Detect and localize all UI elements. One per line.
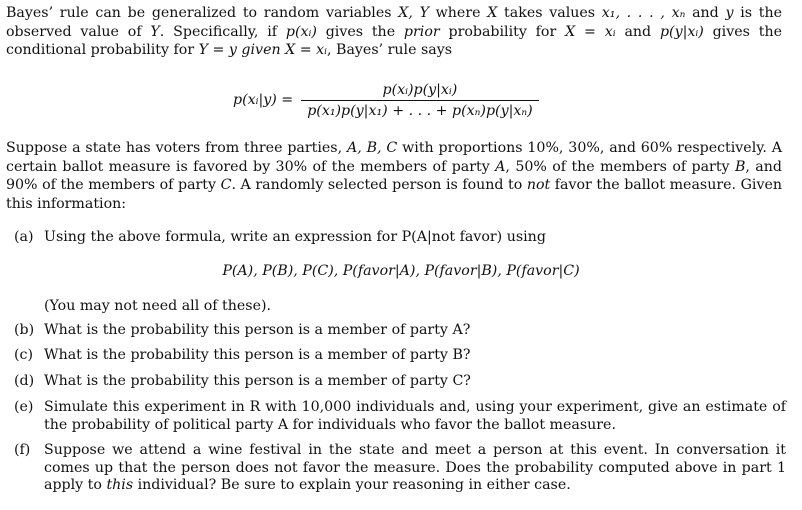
intro-text: and [615, 23, 660, 40]
math-vars: X, Y [398, 5, 429, 21]
item-label: (c) [14, 347, 34, 363]
math-party: C [220, 177, 232, 193]
math-eq: Y = y [198, 42, 237, 58]
intro-paragraph [6, 4, 782, 60]
formula-lhs: p(xᵢ|y) = [233, 92, 294, 108]
item-text: Simulate this experiment in R with 10,000 individuals and, using your experiment, give an estimate of the probability of political party A for individuals who favor the ballot measure. [44, 399, 786, 433]
intro-text: Bayes’ rule can be generalized to random variables [6, 5, 399, 21]
math-y: y [725, 5, 734, 21]
intro-text: probability for [439, 23, 566, 40]
scenario-text: , 50% of the members of party [505, 158, 735, 175]
scenario-text: with proportions 10%, 30%, and 60% respectively. A certain ballot measure is favored by 30% of the members of party [6, 140, 782, 175]
item-text: What is the probability this person is a member of party B? [44, 347, 471, 363]
math-x: X [487, 5, 498, 21]
scenario-text: Suppose a state has voters from three parties, [6, 140, 347, 156]
intro-text: gives the [316, 23, 404, 40]
math-prior: p(xᵢ) [285, 23, 317, 40]
intro-text: . Specifically, if [159, 23, 286, 40]
intro-text: takes values [497, 5, 602, 21]
scenario-paragraph [6, 139, 782, 213]
item-label: (d) [14, 373, 35, 389]
list-item [14, 373, 786, 391]
math-conditional: p(y|xᵢ) [659, 23, 704, 40]
formula-numerator: p(xᵢ)p(y|xᵢ) [382, 81, 458, 98]
item-note [44, 298, 784, 316]
scenario-text: favor the ballot measure. Given this information: [6, 177, 782, 212]
math-eq: X = xᵢ [565, 23, 616, 40]
math-party: B [734, 158, 746, 175]
item-text: What is the probability this person is a member of party A? [44, 322, 471, 338]
given-emphasis: given [236, 42, 286, 58]
list-item [14, 229, 786, 247]
item-label: (a) [14, 229, 34, 245]
this-emphasis: this [106, 477, 134, 493]
math-Y: Y [150, 23, 160, 40]
item-text [44, 442, 786, 495]
item-text-part: individual? Be sure to explain your reasoning in either case. [133, 477, 571, 493]
math-eq: X = xᵢ [285, 42, 327, 58]
intro-text: gives the conditional probability for [6, 23, 782, 58]
intro-text: where [428, 5, 488, 21]
item-label: (b) [14, 322, 35, 338]
math-party: A [495, 158, 506, 175]
item-text: What is the probability this person is a member of party C? [44, 373, 471, 389]
intro-text: and [685, 5, 726, 21]
formula-denominator: p(x₁)p(y|x₁) + . . . + p(xₙ)p(y|xₙ) [307, 102, 533, 119]
prior-emphasis: prior [403, 23, 440, 40]
intro-text: is the observed value of [6, 5, 782, 40]
intro-text: , Bayes’ rule says [327, 42, 453, 58]
item-label: (e) [14, 399, 34, 415]
list-item [14, 442, 786, 495]
item-label: (f) [14, 442, 31, 458]
item-text-part: Suppose we attend a wine festival in the state and meet a person at this event. In conversation it comes up that the person does not favor the measure. Does the probability computed above in part 1 apply to [44, 442, 786, 493]
math-parties: A, B, C [346, 140, 398, 156]
item-text: Using the above formula, write an expression for P(A|not favor) using [44, 229, 546, 245]
probability-list-expr: P(A), P(B), P(C), P(favor|A), P(favor|B), P(favor|C) [222, 263, 580, 279]
formula-fraction [301, 82, 538, 119]
not-emphasis: not [526, 177, 551, 193]
list-item [14, 322, 786, 340]
note-text: (You may not need all of these). [44, 298, 272, 314]
math-values: x₁, . . . , xₙ [601, 5, 686, 21]
scenario-text: . A randomly selected person is found to [231, 177, 527, 193]
list-item [14, 399, 786, 434]
bayes-formula [233, 76, 539, 124]
probability-list [0, 263, 802, 279]
scenario-text: , and 90% of the members of party [6, 158, 782, 193]
list-item [14, 347, 786, 365]
